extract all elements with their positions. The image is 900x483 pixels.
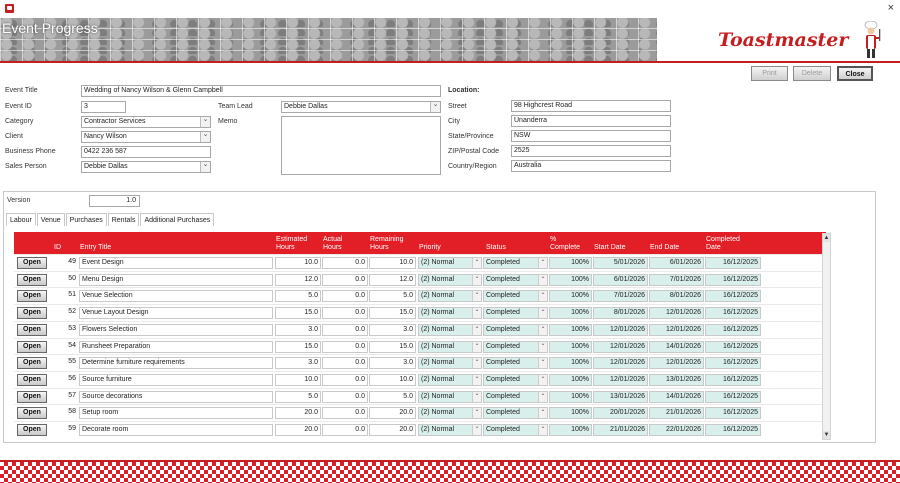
table-row [14,421,826,438]
cell-priority-combo[interactable]: (2) Normal ⌄ [418,357,482,369]
table-row [14,388,826,405]
cell-priority-combo[interactable]: (2) Normal ⌄ [418,407,482,419]
table-row [14,404,826,421]
client-label: Client [5,133,23,140]
cell-end-date[interactable]: 13/01/2026 [649,374,704,386]
cell-start-date[interactable]: 8/01/2026 [593,307,648,319]
col-header-pct-complete [550,236,580,252]
cell-estimated-hours[interactable]: 3.0 [275,357,321,369]
col-header-text: Actual [323,236,343,243]
cell-completed-date[interactable]: 16/12/2025 [705,257,761,269]
table-row [14,338,826,355]
memo-label: Memo [218,118,238,125]
cell-remaining-hours[interactable]: 20.0 [369,407,416,419]
col-header-end-date: End Date [650,244,680,251]
event-id-label: Event ID [5,103,32,110]
cell-completed-date[interactable]: 16/12/2025 [705,274,761,286]
cell-estimated-hours[interactable]: 20.0 [275,424,321,436]
stone-banner-image [0,18,657,62]
cell-start-date[interactable]: 5/01/2026 [593,257,648,269]
cell-completed-date[interactable]: 16/12/2025 [705,341,761,353]
cell-actual-hours[interactable]: 0.0 [322,324,368,336]
cell-priority-combo[interactable]: (2) Normal ⌄ [418,424,482,436]
print-button[interactable]: Print [751,66,788,81]
cell-priority-combo[interactable]: (2) Normal ⌄ [418,307,482,319]
cell-estimated-hours[interactable]: 5.0 [275,391,321,403]
cell-completed-date[interactable]: 16/12/2025 [705,407,761,419]
close-button[interactable]: Close [837,66,873,81]
cell-id: 58 [68,408,76,416]
cell-id: 54 [68,341,76,349]
street-label: Street [448,103,467,110]
cell-end-date[interactable]: 7/01/2026 [649,274,704,286]
cell-status-combo[interactable]: Completed ⌄ [483,274,548,286]
col-header-text: Hours [323,244,342,251]
cell-estimated-hours[interactable]: 10.0 [275,257,321,269]
cell-id: 52 [68,308,76,316]
open-record-button[interactable]: Open [17,257,47,269]
cell-pct-complete[interactable]: 100% [549,257,592,269]
table-row [14,321,826,338]
cell-completed-date[interactable]: 16/12/2025 [705,374,761,386]
scroll-up-icon[interactable]: ▲ [823,235,830,241]
cell-id: 51 [68,291,76,299]
cell-entry-title[interactable]: Setup room [79,407,273,419]
cell-remaining-hours[interactable]: 15.0 [369,341,416,353]
open-record-button[interactable]: Open [17,274,47,286]
col-header-completed-date [706,236,740,252]
col-header-text: Estimated [276,236,308,243]
cell-start-date[interactable]: 12/01/2026 [593,341,648,353]
table-row [14,254,826,271]
grid-header [14,232,826,254]
memo-textarea[interactable] [281,116,441,175]
cell-remaining-hours[interactable]: 3.0 [369,324,416,336]
cell-estimated-hours[interactable]: 5.0 [275,290,321,302]
cell-start-date[interactable]: 12/01/2026 [593,357,648,369]
version-label: Version [7,197,31,204]
tab-strip [6,213,215,226]
col-header-text: Hours [370,244,389,251]
table-row [14,304,826,321]
col-header-entry-title: Entry Title [80,244,112,251]
cell-id: 57 [68,391,76,399]
col-header-id: ID [54,244,61,251]
cell-pct-complete[interactable]: 100% [549,274,592,286]
col-header-estimated-hours [276,236,307,252]
chef-mascot-icon [860,21,882,59]
location-heading: Location: [448,87,480,94]
cell-status-combo[interactable]: Completed ⌄ [483,357,548,369]
cell-start-date[interactable]: 21/01/2026 [593,424,648,436]
cell-estimated-hours[interactable]: 15.0 [275,307,321,319]
cell-start-date[interactable]: 13/01/2026 [593,391,648,403]
cell-end-date[interactable]: 6/01/2026 [649,257,704,269]
sales-person-label: Sales Person [5,163,47,170]
cell-remaining-hours[interactable]: 12.0 [369,274,416,286]
state-field[interactable]: NSW [511,130,671,142]
col-header-start-date: Start Date [594,244,626,251]
cell-actual-hours[interactable]: 0.0 [322,307,368,319]
cell-estimated-hours[interactable]: 20.0 [275,407,321,419]
cell-completed-date[interactable]: 16/12/2025 [705,424,761,436]
cell-remaining-hours[interactable]: 10.0 [369,257,416,269]
cell-priority-combo[interactable]: (2) Normal ⌄ [418,324,482,336]
header-divider [0,61,900,63]
scroll-down-icon[interactable]: ▼ [823,432,830,438]
cell-priority-combo[interactable]: (2) Normal ⌄ [418,274,482,286]
page-title: Event Progress [2,20,98,36]
col-header-text: Completed [706,236,740,243]
cell-end-date[interactable]: 8/01/2026 [649,290,704,302]
col-header-actual-hours [323,236,342,252]
cell-status-combo[interactable]: Completed ⌄ [483,324,548,336]
cell-status-combo[interactable]: Completed ⌄ [483,407,548,419]
window-close-icon[interactable]: × [887,2,894,14]
cell-end-date[interactable]: 12/01/2026 [649,307,704,319]
cell-end-date[interactable]: 22/01/2026 [649,424,704,436]
cell-remaining-hours[interactable]: 5.0 [369,391,416,403]
tab-venue[interactable]: Venue [37,213,65,226]
zip-field[interactable]: 2525 [511,145,671,157]
business-phone-label: Business Phone [5,148,56,155]
tab-purchases[interactable]: Purchases [66,213,107,226]
cell-completed-date[interactable]: 16/12/2025 [705,391,761,403]
col-header-status: Status [486,244,506,251]
country-field[interactable]: Australia [511,160,671,172]
cell-start-date[interactable]: 20/01/2026 [593,407,648,419]
cell-actual-hours[interactable]: 0.0 [322,274,368,286]
cell-priority-combo[interactable]: (2) Normal ⌄ [418,341,482,353]
cell-pct-complete[interactable]: 100% [549,424,592,436]
tab-rentals[interactable]: Rentals [108,213,140,226]
cell-end-date[interactable]: 14/01/2026 [649,341,704,353]
toastmaster-logo: Toastmaster [718,29,849,51]
city-label: City [448,118,461,125]
cell-entry-title[interactable]: Venue Layout Design [79,307,273,319]
cell-actual-hours[interactable]: 0.0 [322,424,368,436]
cell-actual-hours[interactable]: 0.0 [322,257,368,269]
cell-actual-hours[interactable]: 0.0 [322,374,368,386]
header-banner [0,18,900,63]
cell-entry-title[interactable]: Menu Design [79,274,273,286]
cell-status-combo[interactable]: Completed ⌄ [483,391,548,403]
cell-estimated-hours[interactable]: 12.0 [275,274,321,286]
checkered-footer [0,462,900,483]
cell-entry-title[interactable]: Determine furniture requirements [79,357,273,369]
cell-priority-combo[interactable]: (2) Normal ⌄ [418,257,482,269]
cell-entry-title[interactable]: Venue Selection [79,290,273,302]
cell-actual-hours[interactable]: 0.0 [322,341,368,353]
cell-remaining-hours[interactable]: 10.0 [369,374,416,386]
cell-pct-complete[interactable]: 100% [549,290,592,302]
cell-pct-complete[interactable]: 100% [549,407,592,419]
business-phone-field[interactable]: 0422 236 587 [81,146,211,158]
cell-priority-combo[interactable]: (2) Normal ⌄ [418,290,482,302]
cell-pct-complete[interactable]: 100% [549,324,592,336]
open-record-button[interactable]: Open [17,374,47,386]
delete-button[interactable]: Delete [793,66,831,81]
cell-pct-complete[interactable]: 100% [549,374,592,386]
cell-entry-title[interactable]: Runsheet Preparation [79,341,273,353]
col-header-remaining-hours [370,236,403,252]
labour-grid [14,232,826,440]
cell-priority-combo[interactable]: (2) Normal ⌄ [418,374,482,386]
state-label: State/Province [448,133,494,140]
cell-id: 49 [68,258,76,265]
country-label: Country/Region [448,163,497,170]
open-record-button[interactable]: Open [17,307,47,319]
event-id-field[interactable]: 3 [81,101,126,113]
open-record-button[interactable]: Open [17,357,47,369]
cell-id: 50 [68,274,76,282]
tab-labour[interactable]: Labour [6,213,36,226]
event-title-field[interactable]: Wedding of Nancy Wilson & Glenn Campbell [81,85,441,97]
team-lead-label: Team Lead [218,103,253,110]
sales-person-combo[interactable]: Debbie Dallas ⌄ [81,161,211,173]
cell-completed-date[interactable]: 16/12/2025 [705,290,761,302]
cell-id: 56 [68,374,76,382]
cell-remaining-hours[interactable]: 20.0 [369,424,416,436]
street-field[interactable]: 98 Highcrest Road [511,100,671,112]
table-row [14,287,826,304]
cell-status-combo[interactable]: Completed ⌄ [483,374,548,386]
cell-end-date[interactable]: 12/01/2026 [649,357,704,369]
cell-entry-title[interactable]: Decorate room [79,424,273,436]
zip-label: ZIP/Postal Code [448,148,499,155]
cell-entry-title[interactable]: Flowers Selection [79,324,273,336]
category-label: Category [5,118,34,125]
cell-remaining-hours[interactable]: 3.0 [369,357,416,369]
cell-priority-combo[interactable]: (2) Normal ⌄ [418,391,482,403]
cell-id: 55 [68,358,76,366]
open-record-button[interactable]: Open [17,324,47,336]
cell-actual-hours[interactable]: 0.0 [322,407,368,419]
cell-id: 59 [68,425,76,432]
cell-id: 53 [68,324,76,332]
event-title-label: Event Title [5,87,38,94]
cell-start-date[interactable]: 7/01/2026 [593,290,648,302]
tab-additional-purchases[interactable]: Additional Purchases [140,213,214,226]
cell-status-combo[interactable]: Completed ⌄ [483,341,548,353]
cell-completed-date[interactable]: 16/12/2025 [705,307,761,319]
col-header-text: % [550,236,557,243]
cell-estimated-hours[interactable]: 3.0 [275,324,321,336]
cell-remaining-hours[interactable]: 15.0 [369,307,416,319]
cell-completed-date[interactable]: 16/12/2025 [705,357,761,369]
open-record-button[interactable]: Open [17,407,47,419]
cell-pct-complete[interactable]: 100% [549,341,592,353]
cell-start-date[interactable]: 12/01/2026 [593,324,648,336]
cell-entry-title[interactable]: Source decorations [79,391,273,403]
cell-estimated-hours[interactable]: 10.0 [275,374,321,386]
col-header-text: Complete [550,244,580,251]
cell-remaining-hours[interactable]: 5.0 [369,290,416,302]
client-combo[interactable]: Nancy Wilson ⌄ [81,131,211,143]
cell-end-date[interactable]: 14/01/2026 [649,391,704,403]
grid-scrollbar[interactable] [822,233,831,440]
cell-completed-date[interactable]: 16/12/2025 [705,324,761,336]
cell-pct-complete[interactable]: 100% [549,357,592,369]
open-record-button[interactable]: Open [17,424,47,436]
cell-status-combo[interactable]: Completed ⌄ [483,307,548,319]
cell-status-combo[interactable]: Completed ⌄ [483,424,548,436]
cell-end-date[interactable]: 12/01/2026 [649,324,704,336]
cell-estimated-hours[interactable]: 15.0 [275,341,321,353]
cell-actual-hours[interactable]: 0.0 [322,290,368,302]
col-header-text: Date [706,244,721,251]
col-header-text: Hours [276,244,295,251]
city-field[interactable]: Unanderra [511,115,671,127]
app-icon [5,4,14,13]
table-row [14,371,826,388]
col-header-text: Remaining [370,236,404,243]
cell-end-date[interactable]: 21/01/2026 [649,407,704,419]
col-header-priority: Priority [419,244,441,251]
cell-status-combo[interactable]: Completed ⌄ [483,257,548,269]
cell-entry-title[interactable]: Source furniture [79,374,273,386]
cell-status-combo[interactable]: Completed ⌄ [483,290,548,302]
category-combo[interactable]: Contractor Services ⌄ [81,116,211,128]
version-field[interactable]: 1.0 [89,195,140,207]
team-lead-combo[interactable]: Debbie Dallas ⌄ [281,101,441,113]
open-record-button[interactable]: Open [17,290,47,302]
cell-start-date[interactable]: 12/01/2026 [593,374,648,386]
table-row [14,271,826,288]
cell-actual-hours[interactable]: 0.0 [322,357,368,369]
table-row [14,354,826,371]
open-record-button[interactable]: Open [17,391,47,403]
cell-start-date[interactable]: 6/01/2026 [593,274,648,286]
open-record-button[interactable]: Open [17,341,47,353]
cell-actual-hours[interactable]: 0.0 [322,391,368,403]
cell-pct-complete[interactable]: 100% [549,307,592,319]
cell-pct-complete[interactable]: 100% [549,391,592,403]
cell-entry-title[interactable]: Event Design [79,257,273,269]
